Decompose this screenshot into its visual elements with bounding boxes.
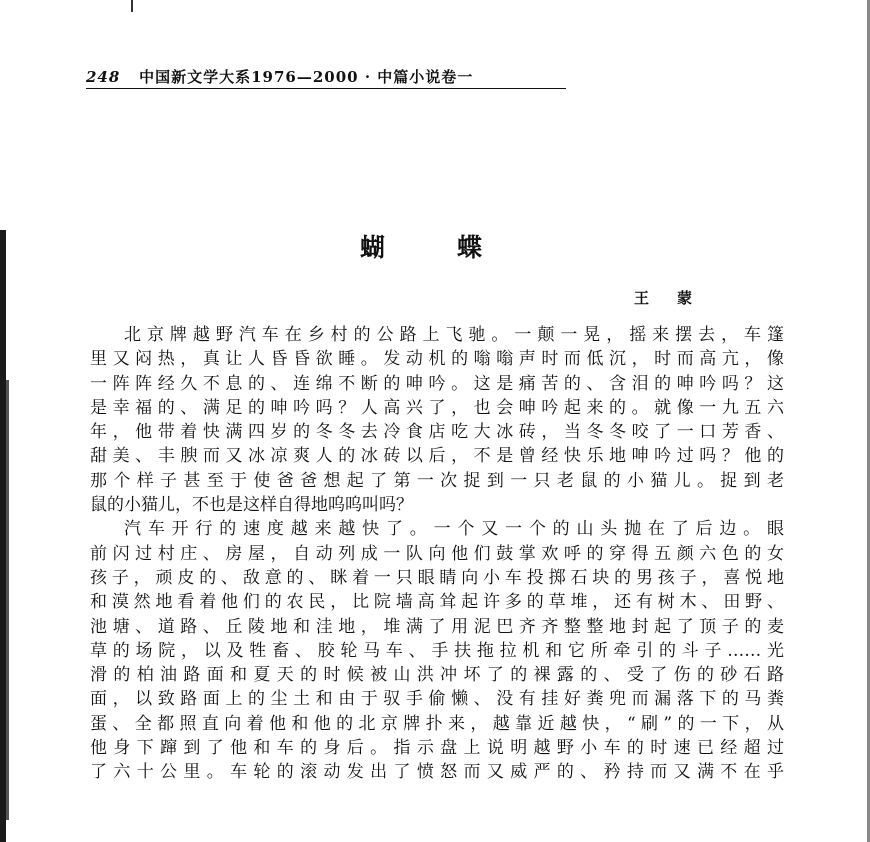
- text-line: 年，他带着快满四岁的冬冬去冷食店吃大冰砖，当冬冬咬了一口芳香、: [90, 422, 784, 443]
- paragraph-2: [90, 517, 784, 784]
- text-line: 前闪过村庄、房屋，自动列成一队向他们鼓掌欢呼的穿得五颜六色的女: [90, 543, 784, 564]
- text-line: 鼠的小猫儿，不也是这样自得地呜呜叫吗？: [90, 495, 413, 516]
- story-body: [90, 323, 784, 785]
- text-line: 滑的柏油路面和夏天的时候被山洪冲坏了的裸露的、受了伤的砂石路: [90, 665, 784, 686]
- text-line: 甜美、丰腴而又冰凉爽人的冰砖以后，不是曾经快乐地呻吟过吗？他的: [90, 446, 784, 467]
- text-line: 汽车开行的速度越来越快了。一个又一个的山头抛在了后边。眼: [124, 519, 784, 540]
- scan-edge-left-inner: [6, 380, 9, 820]
- page-number: 248: [86, 68, 121, 86]
- text-line: 孩子，顽皮的、敌意的、眯着一只眼睛向小车投掷石块的男孩子，喜悦地: [90, 567, 784, 588]
- running-head: [86, 67, 566, 89]
- story-title: 蝴蝶: [360, 233, 555, 262]
- text-line: 是幸福的、满足的呻吟吗？人高兴了，也会呻吟起来的。就像一九五六: [90, 397, 784, 418]
- text-line: 了六十公里。车轮的滚动发出了愤怒而又威严的、矜持而又满不在乎: [90, 762, 784, 783]
- paragraph-1: [90, 323, 784, 517]
- text-line: 蛋、全都照直向着他和他的北京牌扑来，越靠近越快，“刷”的一下，从: [90, 713, 784, 734]
- text-line: 那个样子甚至于使爸爸想起了第一次捉到一只老鼠的小猫儿。捉到老: [90, 470, 784, 491]
- text-line: 里又闷热，真让人昏昏欲睡。发动机的嗡嗡声时而低沉，时而高亢，像: [90, 349, 784, 370]
- text-line: 他身下蹿到了他和车的身后。指示盘上说明越野小车的时速已经超过: [90, 738, 784, 759]
- story-author: 王蒙: [634, 289, 721, 307]
- scan-mark-top: [131, 0, 133, 12]
- running-title: 中国新文学大系1976—2000 · 中篇小说卷一: [139, 68, 474, 86]
- text-line: 一阵阵经久不息的、连绵不断的呻吟。这是痛苦的、含泪的呻吟吗？这: [90, 373, 784, 394]
- text-line: 草的场院，以及牲畜、胶轮马车、手扶拖拉机和它所牵引的斗子……光: [90, 640, 784, 661]
- text-line: 面，以致路面上的尘土和由于驭手偷懒、没有挂好粪兜而漏落下的马粪: [90, 689, 784, 710]
- text-line: 池塘、道路、丘陵地和洼地，堆满了用泥巴齐齐整整地封起了顶子的麦: [90, 616, 784, 637]
- text-line: 和漠然地看着他们的农民，比院墙高耸起许多的草堆，还有树木、田野、: [90, 592, 784, 613]
- text-line: 北京牌越野汽车在乡村的公路上飞驰。一颠一晃，摇来摆去，车篷: [124, 325, 784, 345]
